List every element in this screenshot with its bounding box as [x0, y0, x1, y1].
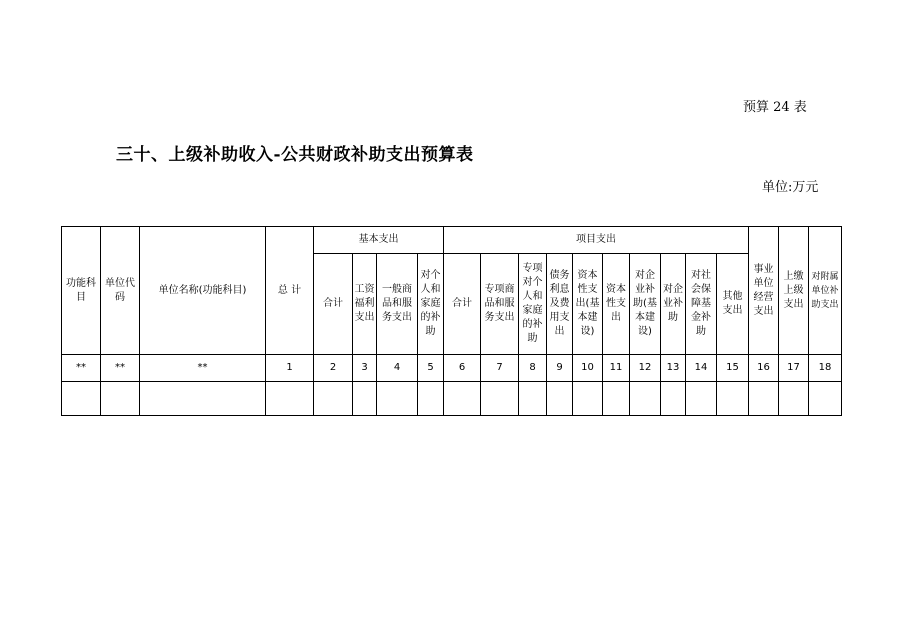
empty-cell	[481, 382, 519, 416]
code-cell: **	[101, 355, 140, 382]
header-basic-expenditure: 基本支出	[314, 227, 444, 254]
header-project-item: 其他支出	[717, 254, 749, 355]
empty-cell	[444, 382, 481, 416]
table-number: 预算 24 表	[743, 100, 807, 115]
code-cell: **	[62, 355, 101, 382]
empty-cell	[101, 382, 140, 416]
header-project-item: 债务利息及费用支出	[547, 254, 573, 355]
empty-cell	[353, 382, 377, 416]
code-row	[62, 355, 842, 382]
code-cell: 3	[353, 355, 377, 382]
code-cell: 18	[809, 355, 842, 382]
header-project-item: 合计	[444, 254, 481, 355]
code-cell: 13	[661, 355, 686, 382]
empty-cell	[377, 382, 418, 416]
code-cell: 11	[603, 355, 630, 382]
code-cell: 10	[573, 355, 603, 382]
code-cell: 17	[779, 355, 809, 382]
header-basic-item: 一般商品和服务支出	[377, 254, 418, 355]
empty-cell	[717, 382, 749, 416]
empty-cell	[547, 382, 573, 416]
empty-cell	[630, 382, 661, 416]
code-cell: 9	[547, 355, 573, 382]
empty-cell	[418, 382, 444, 416]
empty-cell	[62, 382, 101, 416]
header-project-item: 资本性支出	[603, 254, 630, 355]
code-cell: 5	[418, 355, 444, 382]
empty-cell	[779, 382, 809, 416]
header-subsidiary-subsidy: 对附属单位补助支出	[809, 227, 842, 355]
header-remit-upper: 上缴上级支出	[779, 227, 809, 355]
code-cell: 8	[519, 355, 547, 382]
header-basic-item: 合计	[314, 254, 353, 355]
empty-cell	[266, 382, 314, 416]
header-project-item: 对企业补助	[661, 254, 686, 355]
header-unit-name: 单位名称(功能科目)	[140, 227, 266, 355]
code-cell: 15	[717, 355, 749, 382]
header-project-item: 专项商品和服务支出	[481, 254, 519, 355]
empty-cell	[519, 382, 547, 416]
code-cell: 1	[266, 355, 314, 382]
header-business-operation: 事业单位经营支出	[749, 227, 779, 355]
header-function-subject: 功能科目	[62, 227, 101, 355]
code-cell: 14	[686, 355, 717, 382]
unit-label: 单位:万元	[762, 180, 819, 195]
header-project-item: 对社会保障基金补助	[686, 254, 717, 355]
code-cell: 4	[377, 355, 418, 382]
header-project-item: 对企业补助(基本建设)	[630, 254, 661, 355]
empty-cell	[809, 382, 842, 416]
empty-cell	[573, 382, 603, 416]
empty-cell	[749, 382, 779, 416]
empty-cell	[314, 382, 353, 416]
code-cell: 6	[444, 355, 481, 382]
empty-cell	[686, 382, 717, 416]
page-title: 三十、上级补助收入-公共财政补助支出预算表	[116, 145, 474, 165]
empty-cell	[603, 382, 630, 416]
budget-table	[61, 226, 842, 416]
empty-cell	[661, 382, 686, 416]
code-cell: 16	[749, 355, 779, 382]
header-project-expenditure: 项目支出	[444, 227, 749, 254]
header-project-item: 专项对个人和家庭的补助	[519, 254, 547, 355]
header-unit-code: 单位代码	[101, 227, 140, 355]
code-cell: 2	[314, 355, 353, 382]
header-basic-item: 对个人和家庭的补助	[418, 254, 444, 355]
table-row	[62, 382, 842, 416]
header-project-item: 资本性支出(基本建设)	[573, 254, 603, 355]
empty-cell	[140, 382, 266, 416]
code-cell: 12	[630, 355, 661, 382]
code-cell: **	[140, 355, 266, 382]
header-basic-item: 工资福利支出	[353, 254, 377, 355]
header-total: 总 计	[266, 227, 314, 355]
code-cell: 7	[481, 355, 519, 382]
